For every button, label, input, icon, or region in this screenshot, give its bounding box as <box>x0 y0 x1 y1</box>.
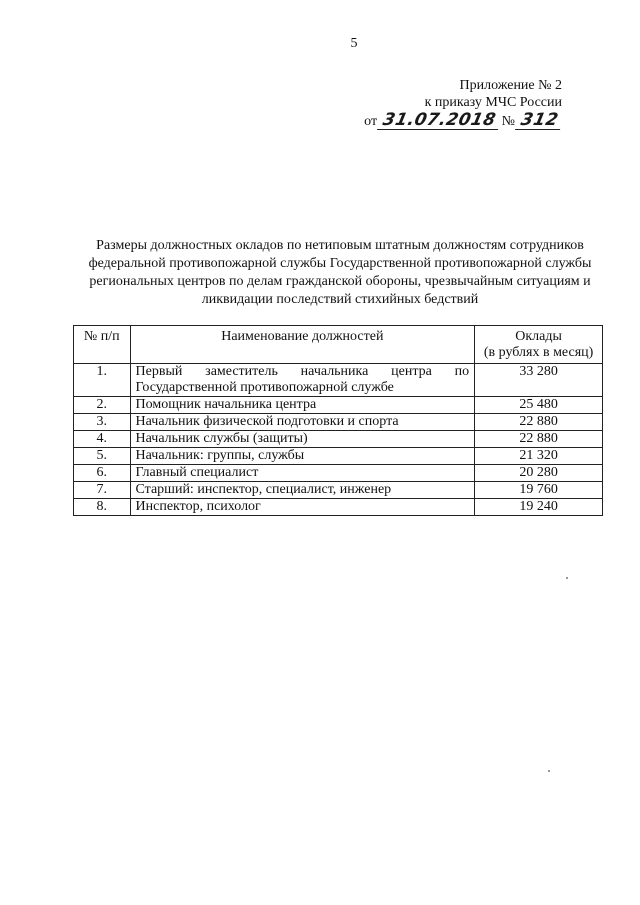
row-number: 1. <box>74 364 131 397</box>
header-salary-unit: (в рублях в месяц) <box>483 345 594 360</box>
table-row <box>74 397 603 414</box>
order-number-label: № <box>501 114 515 129</box>
row-position: Начальник: группы, службы <box>130 448 475 465</box>
table-row <box>74 448 603 465</box>
row-salary: 22 880 <box>475 414 603 431</box>
scan-speck <box>566 577 568 579</box>
table-row <box>74 482 603 499</box>
table-header-row <box>74 326 603 364</box>
row-number: 7. <box>74 482 131 499</box>
row-salary: 33 280 <box>475 364 603 397</box>
row-number: 8. <box>74 499 131 516</box>
row-position: Начальник службы (защиты) <box>130 431 475 448</box>
row-position: Инспектор, психолог <box>130 499 475 516</box>
header-number: № п/п <box>74 326 131 364</box>
row-position: Помощник начальника центра <box>130 397 475 414</box>
row-number: 5. <box>74 448 131 465</box>
row-salary: 19 240 <box>475 499 603 516</box>
row-position: Старший: инспектор, специалист, инженер <box>130 482 475 499</box>
table-row <box>74 465 603 482</box>
handwritten-number: 312 <box>515 111 564 130</box>
row-salary: 25 480 <box>475 397 603 414</box>
appendix-order-reference: к приказу МЧС России <box>424 95 562 110</box>
table-row <box>74 499 603 516</box>
table-row <box>74 431 603 448</box>
appendix-title: Приложение № 2 <box>459 78 562 93</box>
row-position: Начальник физической подготовки и спорта <box>130 414 475 431</box>
row-position: Первый заместитель начальника центра по Государственной противопожарной службе <box>130 364 475 397</box>
order-from-label: от <box>364 114 378 129</box>
appendix-block <box>364 77 562 130</box>
document-title: Размеры должностных окладов по нетиповым штатным должностям сотрудников федеральной противопожарной службы Государственной противопожарной службы региональных центров по делам гражданской обороны, чрезвычайным ситуациям и ликвидации последствий стихийных бедствий <box>88 238 592 307</box>
table-row <box>74 364 603 397</box>
header-salary <box>475 326 603 364</box>
row-number: 4. <box>74 431 131 448</box>
scan-speck <box>548 770 550 772</box>
row-number: 6. <box>74 465 131 482</box>
salary-table <box>73 325 603 516</box>
row-salary: 21 320 <box>475 448 603 465</box>
row-salary: 22 880 <box>475 431 603 448</box>
row-number: 3. <box>74 414 131 431</box>
header-position: Наименование должностей <box>130 326 475 364</box>
row-position: Главный специалист <box>130 465 475 482</box>
table-row <box>74 414 603 431</box>
row-salary: 19 760 <box>475 482 603 499</box>
page-number: 5 <box>350 36 358 51</box>
order-date-line <box>364 110 562 130</box>
header-salary-title: Оклады <box>515 329 562 344</box>
handwritten-date: 31.07.2018 <box>377 111 502 130</box>
row-salary: 20 280 <box>475 465 603 482</box>
row-number: 2. <box>74 397 131 414</box>
